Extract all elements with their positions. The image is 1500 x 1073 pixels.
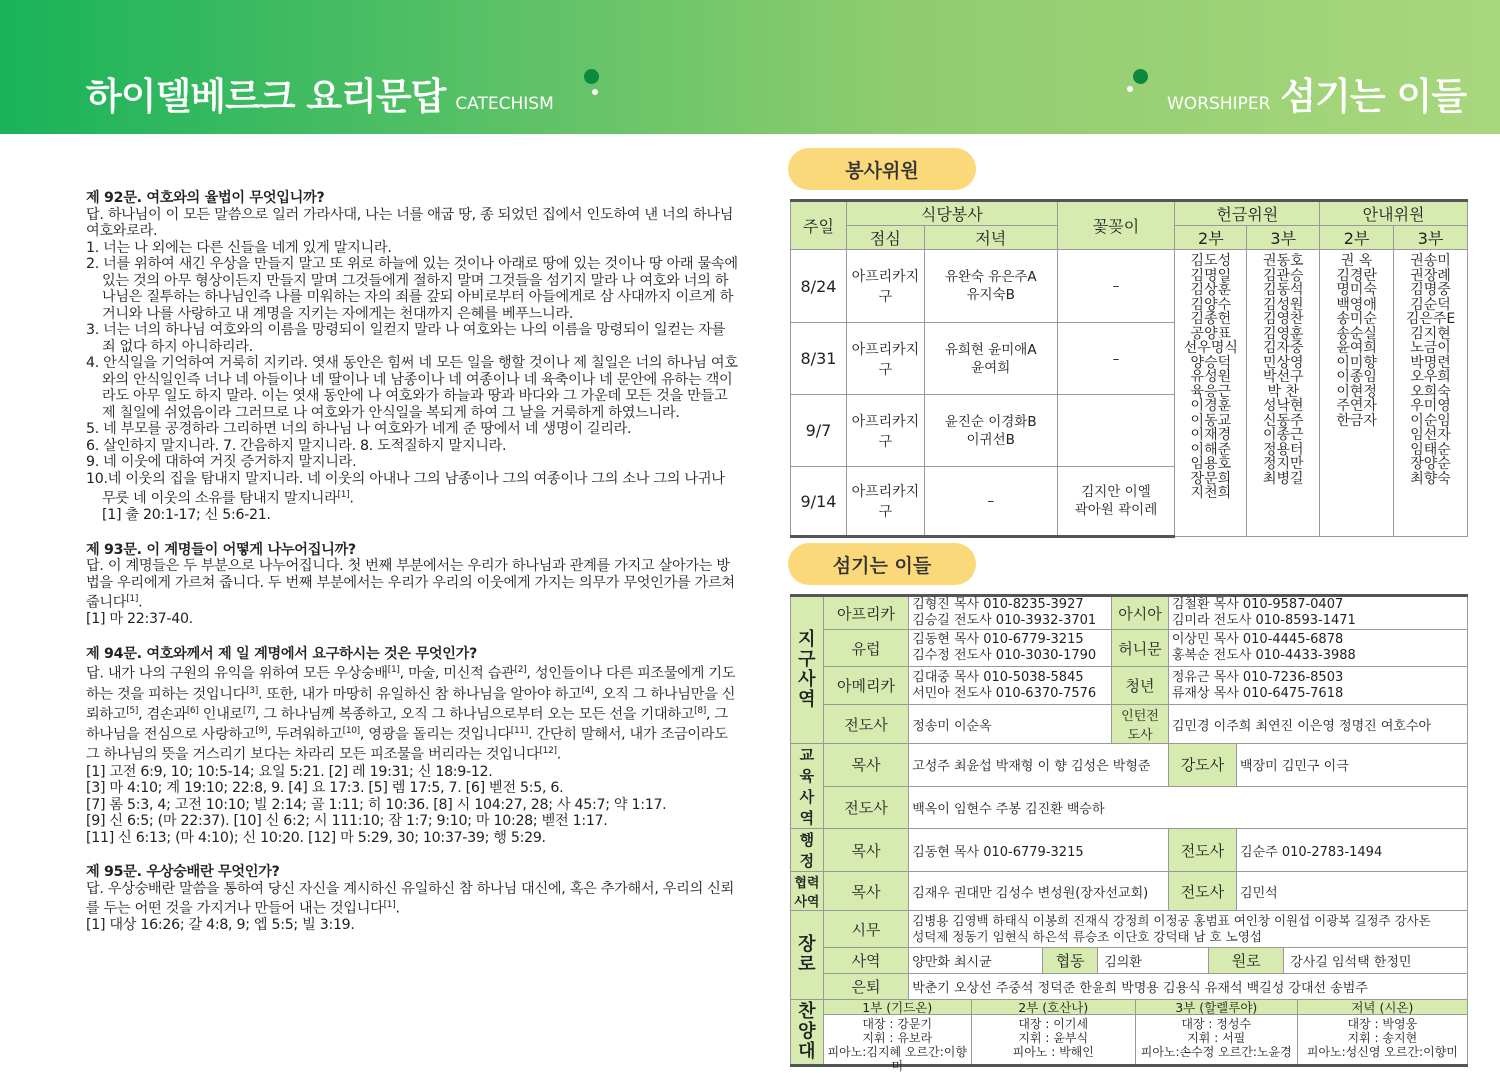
elder-senior-names: 강사길 임석택 한정민 [1290,955,1412,970]
row-flower: 김지안 이엘 곽아원 곽이레 [1057,467,1175,537]
offering-3bu-names: 권동호 김관승 김동석 김성원 김영찬 김영훈 김자중 민상영 박선구 박 찬 성낙현 신동주 이종근 정용터 정지만 최병길 [1247,250,1320,537]
col-lunch: 점심 [846,226,924,250]
volunteer-table [790,199,1468,538]
evangelist-staff: 정송미 이순옥 [909,705,1112,744]
africa-label: 아프리카 [823,596,908,630]
col-date: 주일 [791,201,847,250]
question-title: 제 95문. 우상숭배란 무엇인가? [86,864,280,881]
choir-2bu [972,1000,1136,1064]
servers-title: 섬기는 이들 [1280,75,1466,118]
row-lunch: 아프리카지구 [846,467,924,537]
choir-1bu-staff: 대장 : 강문기 지휘 : 유보라 피아노:김지혜 오르간:이향미 [827,1017,967,1073]
row-lunch: 아프리카지구 [846,395,924,467]
row-dinner: 유완숙 유은주A 유지숙B [924,250,1057,323]
question-line: [1] 고전 6:9, 10; 10:5-14; 요일 5:21. [2] 레 19:31; 신 18:9-12. [86,763,493,780]
choir-grid [823,1000,1467,1073]
col-offering-3bu: 3부 [1247,226,1320,250]
intern-label: 인턴전도사 [1112,705,1169,744]
col-offering-2bu: 2부 [1175,226,1247,250]
servers-table [790,594,1468,1073]
question-line: 10.네 이웃의 집을 탐내지 말지니라. 네 이웃의 아내나 그의 남종이나 그의 여종이나 그의 소나 그의 나귀나 무릇 네 이웃의 소유를 탐내지 말지니라[1]. [86,470,725,507]
decor-dot-icon [1133,69,1148,84]
row-lunch: 아프리카지구 [846,250,924,323]
choir-1bu [824,1000,972,1073]
volunteer-pill: 봉사위원 [788,148,976,190]
admin-evangelist-label: 전도사 [1168,829,1236,872]
row-lunch: 아프리카지구 [846,323,924,395]
col-usher: 안내위원 [1320,201,1468,226]
region-ministry-label: 지 구 사 역 [791,596,824,744]
catechism-subtitle: CATECHISM [455,94,554,114]
row-date: 9/7 [791,395,847,467]
choir-2bu-title: 2부 (호산나) [972,1000,1135,1015]
question-line: 6. 살인하지 말지니라. 7. 간음하지 말지니라. 8. 도적질하지 말지니라. [86,437,507,454]
question-line: [1] 마 22:37-40. [86,611,193,628]
page-header [0,0,1500,134]
admin-pastor-staff: 김동현 목사 010-6779-3215 [909,829,1169,872]
row-date: 8/31 [791,323,847,395]
question-line: [7] 롬 5:3, 4; 고전 10:10; 빌 2:14; 골 1:11; 히 10:36. [8] 시 104:27, 28; 사 45:7; 약 1:17. [86,796,667,813]
choir-evening-title: 저녁 (시온) [1298,1000,1467,1015]
choir-3bu [1136,1000,1298,1064]
elders-label: 장 로 [791,911,824,1000]
edu-lecturer-staff: 백장미 김민구 이극 [1237,744,1468,787]
youth-label: 청년 [1112,667,1169,705]
table-row [791,250,1468,323]
elder-mixed-row [909,948,1468,974]
question-title: 제 94문. 여호와께서 제 일 계명에서 요구하시는 것은 무엇인가? [86,645,478,662]
usher-3bu-names: 권송미 권장례 김명중 김순덕 김은주E 김지현 노금이 박명련 오우희 오희숙 우미영 이순임 임선자 임태순 장양순 최향숙 [1394,250,1468,537]
catechism-heading [86,66,554,120]
europe-staff: 김동현 목사 010-6779-3215 김수정 전도사 010-3030-1790 [909,630,1112,667]
question-line: 9. 네 이웃에 대하여 거짓 증거하지 말지니라. [86,454,357,470]
asia-label: 아시아 [1112,596,1169,630]
education-label: 교육 사역 [791,744,824,829]
question-line: [3] 마 4:10; 계 19:10; 22:8, 9. [4] 요 17:3. [5] 렘 17:5, 7. [6] 벧전 5:5, 6. [86,780,564,797]
question-line: 4. 안식일을 기억하여 거룩히 지키라. 엿새 동안은 힘써 네 모든 일을 행할 것이나 제 칠일은 너의 하나님 여호와의 안식일인즉 너나 네 아들이나 네 딸이나 네 남종이나 네 여종이나 네 육축이나 네 문안에 유하는 객이라도 아무 일도 하지 말라. 이는 엿새 동안에 나 여호와가 하늘과 땅과 바다와 그 가운데 모든 것을 만들고 제 칠일에 쉬었음이라 그러므로 나 여호와가 안식일을 복되게 하여 그 날을 거룩하게 하였느니라. [86,355,738,421]
question-line: [9] 신 6:5; (마 22:37). [10] 신 6:2; 시 111:10; 잠 1:7; 9:10; 마 10:28; 벧전 1:17. [86,813,608,830]
servers-pill: 섬기는 이들 [788,543,976,585]
edu-lecturer-label: 강도사 [1168,744,1236,787]
choir-3bu-staff: 대장 : 정성수 지휘 : 서필 피아노:손수정 오르간:노윤경 [1140,1017,1292,1059]
choir-evening-staff: 대장 : 박영웅 지휘 : 송지현 피아노:성신영 오르간:이향미 [1306,1017,1458,1059]
row-dinner: 유희현 윤미애A 윤여희 [924,323,1057,395]
servers-subtitle: WORSHIPER [1167,94,1271,114]
edu-pastor-staff: 고성주 최윤섭 박재형 이 향 김성은 박형준 [909,744,1169,787]
admin-label: 행정 [791,829,824,872]
row-date: 9/14 [791,467,847,537]
asia-staff: 김철환 목사 010-9587-0407 김미라 전도사 010-8593-1471 [1168,596,1467,630]
choir-3bu-title: 3부 (할렐루야) [1136,1000,1297,1015]
catechism-question [86,542,740,628]
europe-label: 유럽 [823,630,908,667]
question-line: 답. 내가 나의 구원의 유익을 위하여 모든 우상숭배[1], 마술, 미신적 습관[2], 성인들이나 다른 피조물에게 기도하는 것을 피하는 것입니다[3]. 또한, 내가 마땅히 유일하신 참 하나님을 알아야 하고[4], 오직 그 하나님만을 신뢰하고[5], 겸손과[6] 인내로[7], 그 하나님께 복종하고, 오직 그 하나님으로부터 오는 모든 선을 기대하고[8], 그 하나님을 전심으로 사랑하고[9], 두려워하고[10], 영광을 돌리는 것입니다[11]. 간단히 말해서, 내가 조금이라도 그 하나님의 뜻을 거스리기 보다는 차라리 모든 피조물을 버리라는 것입니다[12]. [86,665,736,764]
row-dinner: 윤진순 이경화B 이귀선B [924,395,1057,467]
question-line: 답. 하나님이 이 모든 말씀으로 일러 가라사대, 나는 너를 애굽 땅, 종 되었던 집에서 인도하여 낸 너의 하나님 여호와로라. [86,206,734,239]
edu-pastor-label: 목사 [823,744,908,787]
col-flower: 꽃꽂이 [1057,201,1175,250]
question-title: 제 93문. 이 계명들이 어떻게 나누어집니까? [86,541,356,558]
coop-pastor-label: 목사 [823,872,908,911]
elder-resigned-names: 양만화 최시균 [912,955,992,970]
question-line: 1. 너는 나 외에는 다른 신들을 네게 있게 말지니라. [86,239,392,256]
honeymoon-staff: 이상민 목사 010-4445-6878 홍복순 전도사 010-4433-3988 [1168,630,1467,667]
question-line: 답. 우상숭배란 말씀을 통하여 당신 자신을 계시하신 유일하신 참 하나님 대신에, 혹은 추가해서, 우리의 신뢰를 두는 어떤 것을 가지거나 만들어 내는 것입니다[1]. [86,880,734,917]
row-flower: – [1057,323,1175,395]
usher-2bu-names: 권 옥 김경란 명미숙 백영애 송미순 송순실 윤여희 이미향 이종임 이현정 주연자 한금자 [1320,250,1394,537]
admin-evangelist-staff: 김순주 010-2783-1494 [1237,829,1468,872]
question-line: [11] 신 6:13; (마 4:10); 신 10:20. [12] 마 5:29, 30; 10:37-39; 행 5:29. [86,829,546,846]
elder-resigned-label: 사역 [823,948,908,974]
row-date: 8/24 [791,250,847,323]
col-offering: 헌금위원 [1175,201,1320,226]
elder-active-names: 김병용 김영백 하태식 이봉희 진재식 강정희 이정공 홍범표 여인창 이원섭 이광복 길정주 강사돈 성덕제 정동기 임현식 하은석 류승조 이단호 강덕태 남 호 노영섭 [909,911,1468,948]
question-line: 2. 너를 위하여 새긴 우상을 만들지 말고 또 위로 하늘에 있는 것이나 아래로 땅에 있는 것이나 땅 아래 물속에 있는 것의 아무 형상이든지 만들지 말며 그것들에게 절하지 말며 그것들을 섬기지 말라 나 여호와 너의 하나님은 질투하는 하나님인즉 나를 미워하는 자의 죄를 갚되 아비로부터 아들에게로 삼 사대까지 이르게 하거니와 나를 사랑하고 내 계명을 지키는 자에게는 천대까지 은혜를 베푸느니라. [86,256,738,322]
catechism-question [86,646,740,846]
col-usher-3bu: 3부 [1394,226,1468,250]
edu-evangelist-label: 전도사 [823,786,908,829]
africa-staff: 김형진 목사 010-8235-3927 김승길 전도사 010-3932-3701 [909,596,1112,630]
choir-label: 찬 양 대 [791,1000,824,1066]
elder-retired-names: 박춘기 오상선 주중석 정덕준 한윤희 박명용 김용식 유재석 백길성 강대선 송범주 [909,974,1468,1000]
decor-dot-icon [584,69,599,84]
col-meal: 식당봉사 [846,201,1057,226]
catechism-body [86,190,740,952]
intern-staff: 김민경 이주희 최연진 이은영 정명진 여호수아 [1168,705,1467,744]
choir-1bu-title: 1부 (기드온) [824,1000,971,1015]
question-line: 3. 너는 너의 하나님 여호와의 이름을 망령되이 일컫지 말라 나 여호와는 나의 이름을 망령되이 일컫는 자를 죄 없다 하지 아니하리라. [86,322,726,355]
question-line: [1] 대상 16:26; 갈 4:8, 9; 엡 5:5; 빌 3:19. [86,917,355,934]
edu-evangelist-staff: 백옥이 임현수 주봉 김진환 백승하 [909,786,1468,829]
row-flower [1057,395,1175,467]
decor-dot-small-icon [1127,86,1133,92]
coop-pastor-staff: 김재우 권대만 김성수 변성원(장자선교회) [909,872,1169,911]
elder-senior-label: 원로 [1208,948,1284,973]
honeymoon-label: 허니문 [1112,630,1169,667]
elder-assoc-names: 김의환 [1104,955,1142,970]
choir-evening [1298,1000,1467,1064]
question-title: 제 92문. 여호와의 율법이 무엇입니까? [86,190,325,206]
elder-retired-label: 은퇴 [823,974,908,1000]
coop-label: 협력사역 [791,872,824,911]
america-staff: 김대중 목사 010-5038-5845 서민아 전도사 010-6370-7576 [909,667,1112,705]
question-line: 답. 이 계명들은 두 부분으로 나누어집니다. 첫 번째 부분에서는 우리가 하나님과 관계를 가지고 살아가는 방법을 우리에게 가르쳐 줍니다. 두 번째 부분에서는 우리가 우리의 이웃에게 가지는 의무가 무엇인가를 가르쳐 줍니다[1]. [86,558,735,611]
coop-evangelist-staff: 김민석 [1237,872,1468,911]
america-label: 아메리카 [823,667,908,705]
choir-2bu-staff: 대장 : 이기세 지휘 : 윤부식 피아노 : 박해인 [1012,1017,1094,1059]
col-dinner: 저녁 [924,226,1057,250]
evangelist-label: 전도사 [823,705,908,744]
question-line: 5. 네 부모를 공경하라 그리하면 너의 하나님 나 여호와가 네게 준 땅에서 네 생명이 길리라. [86,421,632,437]
col-usher-2bu: 2부 [1320,226,1394,250]
youth-staff: 정유근 목사 010-7236-8503 류재상 목사 010-6475-7618 [1168,667,1467,705]
elder-assoc-label: 협동 [1042,948,1098,973]
coop-evangelist-label: 전도사 [1168,872,1236,911]
catechism-question [86,190,740,524]
question-line: [1] 출 20:1-17; 신 5:6-21. [102,507,271,524]
admin-pastor-label: 목사 [823,829,908,872]
elder-active-label: 시무 [823,911,908,948]
offering-2bu-names: 김도성 김명일 김상훈 김양수 김종헌 공양표 선우명식 양승덕 유성원 육응근 이경훈 이동교 이재경 이해준 임용호 장문희 지천희 [1175,250,1247,537]
decor-dot-small-icon [592,89,598,95]
row-dinner: – [924,467,1057,537]
catechism-question [86,864,740,934]
row-flower: – [1057,250,1175,323]
servers-heading [1167,66,1466,120]
catechism-title: 하이델베르크 요리문답 [86,75,446,118]
